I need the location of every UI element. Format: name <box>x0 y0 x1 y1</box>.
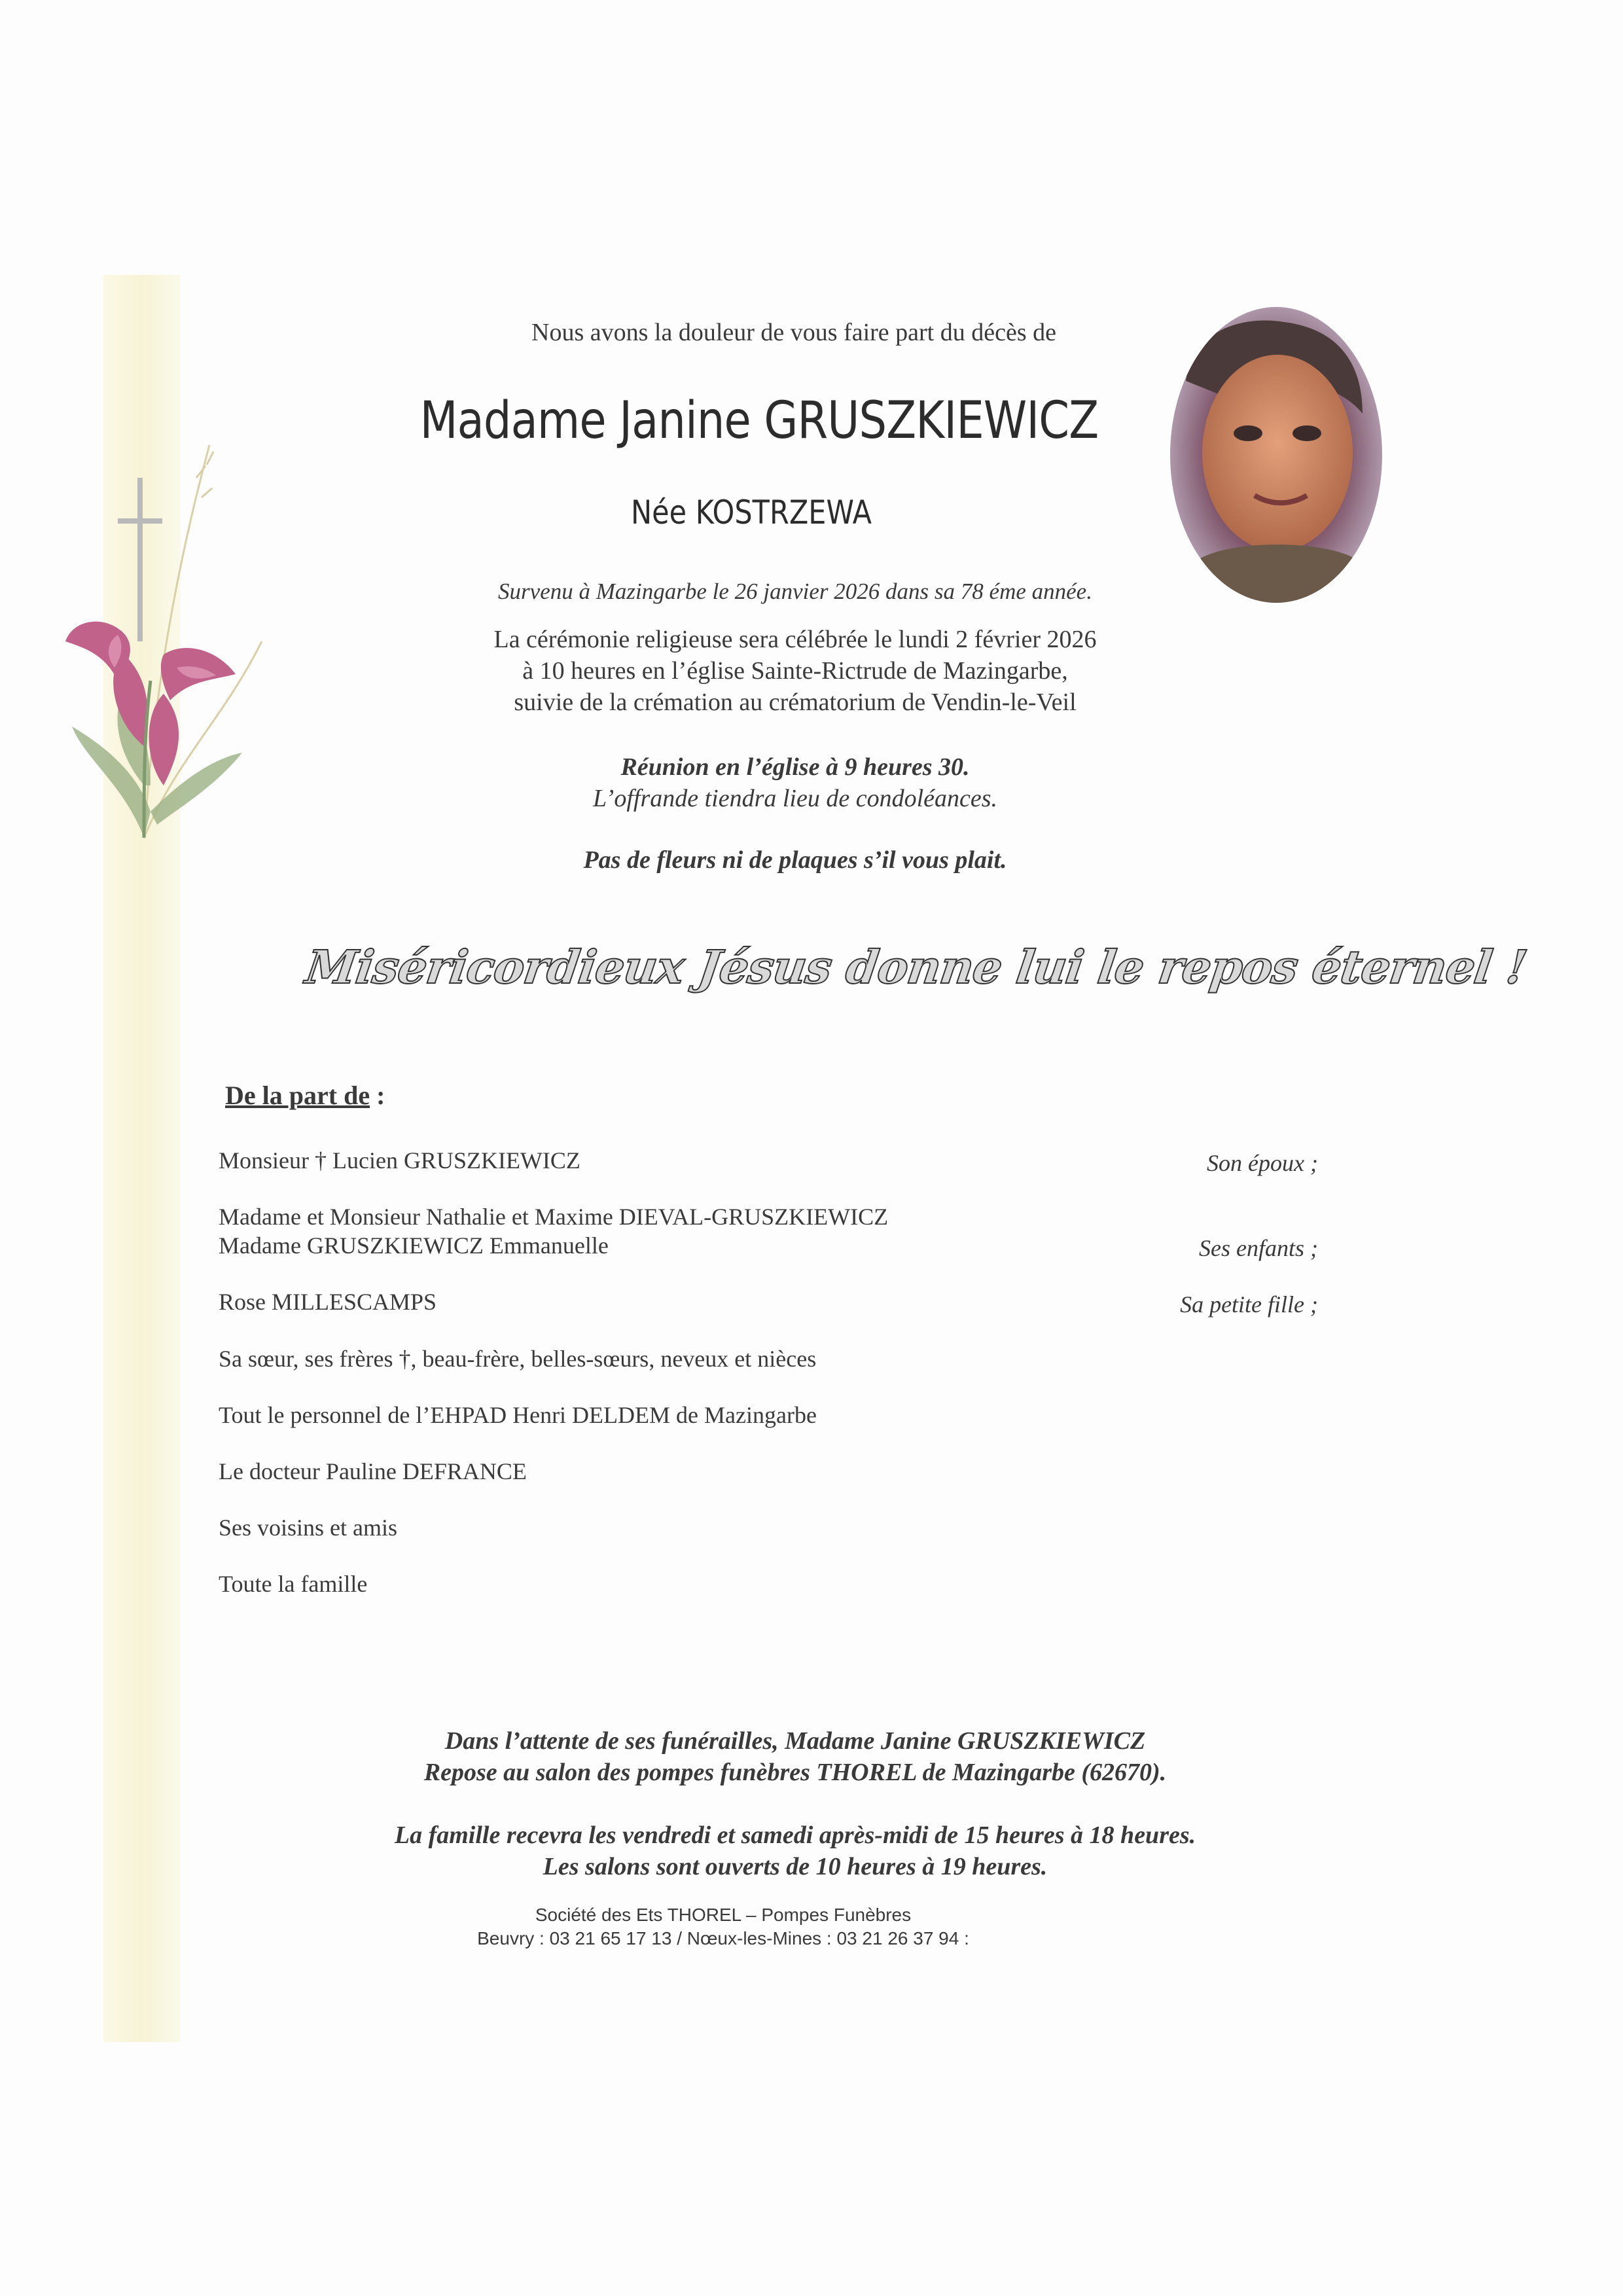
funeral-wait-line-1: Dans l’attente de ses funérailles, Madame Janine GRUSZKIEWICZ <box>444 1727 1146 1755</box>
funeral-wait-line-2: Repose au salon des pompes funèbres THOREL de Mazingarbe (62670). <box>423 1759 1167 1786</box>
family-entry-1-line-1: Monsieur † Lucien GRUSZKIEWICZ <box>219 1147 580 1174</box>
visiting-line-2: Les salons sont ouverts de 10 heures à 19 heures. <box>543 1853 1048 1880</box>
no-flowers-text: Pas de fleurs ni de plaques s’il vous plait. <box>583 846 1007 874</box>
family-entry-3-line-1: Rose MILLESCAMPS <box>219 1289 437 1315</box>
family-entry-7-line-1: Ses voisins et amis <box>219 1515 398 1541</box>
family-entry-4-line-1: Sa sœur, ses frères †, beau-frère, belles-sœurs, neveux et nièces <box>219 1346 817 1372</box>
from-heading-label: De la part de <box>225 1081 370 1110</box>
intro-text: Nous avons la douleur de vous faire part du décès de <box>531 319 1056 346</box>
maiden-name: Née KOSTRZEWA <box>630 493 872 531</box>
family-entry-1-role: Son époux ; <box>1207 1150 1318 1176</box>
family-entry-5-line-1: Tout le personnel de l’EHPAD Henri DELDEM de Mazingarbe <box>219 1402 817 1428</box>
from-heading-colon: : <box>370 1081 385 1110</box>
ceremony-line-3: suivie de la crémation au crématorium de Vendin-le-Veil <box>514 689 1077 716</box>
prayer-text: Miséricordieux Jésus donne lui le repos éternel ! <box>302 940 1530 994</box>
company-phones: Beuvry : 03 21 65 17 13 / Nœux-les-Mines : 03 21 26 37 94 : <box>477 1928 969 1948</box>
company-name: Société des Ets THOREL – Pompes Funèbres <box>535 1905 912 1925</box>
cross-and-lily-illustration <box>46 419 281 890</box>
family-entry-3-role: Sa petite fille ; <box>1180 1291 1318 1318</box>
family-entry-8-line-1: Toute la famille <box>219 1571 368 1597</box>
portrait-photo <box>1166 302 1386 607</box>
deceased-name: Madame Janine GRUSZKIEWICZ <box>419 391 1099 450</box>
death-notice-line: Survenu à Mazingarbe le 26 janvier 2026 dans sa 78 éme année. <box>498 579 1092 604</box>
offrande-text: L’offrande tiendra lieu de condoléances. <box>592 785 998 812</box>
ceremony-line-2: à 10 heures en l’église Sainte-Rictrude de Mazingarbe, <box>522 657 1068 685</box>
reunion-text: Réunion en l’église à 9 heures 30. <box>620 753 970 781</box>
family-entry-2-line-1: Madame et Monsieur Nathalie et Maxime DIEVAL-GRUSZKIEWICZ <box>219 1204 889 1230</box>
ceremony-line-1: La cérémonie religieuse sera célébrée le lundi 2 février 2026 <box>493 626 1097 653</box>
family-entry-6-line-1: Le docteur Pauline DEFRANCE <box>219 1458 527 1484</box>
visiting-line-1: La famille recevra les vendredi et samedi après-midi de 15 heures à 18 heures. <box>394 1821 1196 1849</box>
cross-icon <box>118 478 162 641</box>
from-heading <box>225 1080 385 1111</box>
family-entry-2-line-2: Madame GRUSZKIEWICZ Emmanuelle <box>219 1232 609 1259</box>
family-entry-2-role: Ses enfants ; <box>1199 1235 1318 1261</box>
